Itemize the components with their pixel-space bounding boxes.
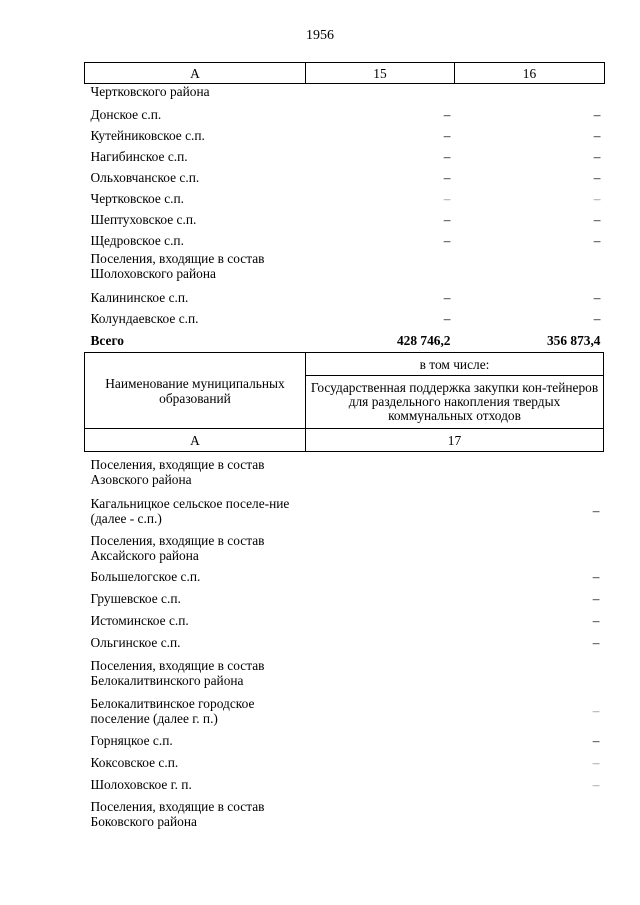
table-row — [85, 774, 604, 796]
table-row — [85, 308, 605, 329]
settlement-name: Большелогское с.п. — [90, 569, 201, 584]
table-row — [85, 588, 604, 610]
table-header-row — [85, 63, 605, 84]
value-col-17: – — [592, 733, 600, 748]
value-col-16: – — [593, 311, 601, 326]
table-row — [85, 188, 605, 209]
value-col-16: – — [593, 290, 601, 305]
table-row — [85, 692, 604, 730]
settlement-name: Шолоховское г. п. — [90, 777, 192, 792]
table-header-row — [85, 429, 604, 452]
header-col-17: 17 — [306, 429, 604, 452]
value-col-17: – — [592, 503, 600, 518]
settlement-name: Донское с.п. — [90, 107, 162, 122]
value-col-17: – — [592, 777, 600, 792]
value-col-15: – — [443, 128, 451, 143]
value-col-16: – — [593, 128, 601, 143]
header-col-a: А — [85, 63, 306, 84]
value-col-15: – — [443, 149, 451, 164]
district-continuation-label: Чертковского района — [90, 84, 210, 99]
header-col-16: 16 — [455, 63, 605, 84]
value-col-17: – — [592, 569, 600, 584]
value-col-15: – — [443, 290, 451, 305]
value-col-15: – — [443, 311, 451, 326]
value-col-15: – — [443, 233, 451, 248]
value-col-15: – — [443, 170, 451, 185]
settlement-name: Нагибинское с.п. — [90, 149, 188, 164]
total-col-15: 428 746,2 — [396, 332, 451, 348]
value-col-16: – — [593, 149, 601, 164]
total-row — [85, 329, 605, 351]
district-group-label: Поселения, входящие в состав Белокалитвинского района — [90, 657, 265, 688]
table-row — [85, 146, 605, 167]
value-col-16: – — [593, 212, 601, 227]
page-number: 1956 — [306, 28, 334, 43]
table-row — [85, 230, 605, 251]
value-col-15: – — [443, 191, 451, 206]
table-row — [85, 167, 605, 188]
district-group-label: Поселения, входящие в состав Шолоховского района — [90, 251, 265, 281]
settlement-name: Калининское с.п. — [90, 290, 189, 305]
table-header-row — [85, 353, 604, 376]
table-row — [85, 209, 605, 230]
table-row — [85, 752, 604, 774]
total-label: Всего — [90, 332, 124, 348]
settlement-name: Грушевское с.п. — [90, 591, 181, 606]
settlement-name: Колундаевское с.п. — [90, 311, 199, 326]
table-row — [85, 84, 605, 105]
header-col-a: А — [85, 429, 306, 452]
table-row — [85, 796, 604, 832]
value-col-16: – — [593, 107, 601, 122]
table-row — [85, 632, 604, 654]
settlement-name: Ольховчанское с.п. — [90, 170, 200, 185]
value-col-17 — [306, 530, 604, 566]
settlement-name: Щедровское с.п. — [90, 233, 184, 248]
value-col-15: – — [443, 212, 451, 227]
value-col-17 — [306, 654, 604, 692]
header-col-15: 15 — [306, 63, 455, 84]
value-col-17: – — [592, 613, 600, 628]
value-col-16: – — [593, 170, 601, 185]
settlement-name: Истоминское с.п. — [90, 613, 189, 628]
table-row — [85, 654, 604, 692]
table-row — [85, 452, 604, 492]
value-col-17: – — [592, 635, 600, 650]
table-row — [85, 104, 605, 125]
district-group-label: Поселения, входящие в состав Азовского района — [90, 456, 265, 487]
settlement-name: Коксовское с.п. — [90, 755, 179, 770]
table-row — [85, 287, 605, 308]
settlement-name: Кутейниковское с.п. — [90, 128, 205, 143]
header-container-support: Государственная поддержка закупки кон-тейнеров для раздельного накопления твердых коммунальных отходов — [306, 376, 604, 429]
settlement-name: Горняцкое с.п. — [90, 733, 173, 748]
appropriations-table-col-17 — [84, 352, 604, 832]
district-group-label: Поселения, входящие в состав Аксайского района — [90, 532, 265, 563]
value-col-17 — [306, 796, 604, 832]
table-row — [85, 566, 604, 588]
appropriations-table-cols-15-16 — [84, 62, 605, 351]
table-row — [85, 492, 604, 530]
header-municipal-name: Наименование муниципальных образований — [85, 353, 306, 429]
table-row — [85, 730, 604, 752]
table-row — [85, 530, 604, 566]
value-col-17: – — [592, 591, 600, 606]
value-col-17: – — [592, 755, 600, 770]
settlement-name: Ольгинское с.п. — [90, 635, 181, 650]
settlement-name: Белокалитвинское городское поселение (далее г. п.) — [90, 695, 255, 726]
table-row — [85, 251, 605, 287]
header-including: в том числе: — [306, 353, 604, 376]
settlement-name: Чертковское с.п. — [90, 191, 185, 206]
total-col-16: 356 873,4 — [546, 332, 601, 348]
value-col-16: – — [593, 191, 601, 206]
table-row — [85, 610, 604, 632]
value-col-15: – — [443, 107, 451, 122]
value-col-16: – — [593, 233, 601, 248]
settlement-name: Шептуховское с.п. — [90, 212, 197, 227]
district-group-label: Поселения, входящие в состав Боковского района — [90, 798, 265, 829]
table-row — [85, 125, 605, 146]
value-col-17: – — [592, 703, 600, 718]
value-col-17 — [306, 452, 604, 492]
settlement-name: Кагальницкое сельское поселе-ние (далее - с.п.) — [90, 495, 290, 526]
